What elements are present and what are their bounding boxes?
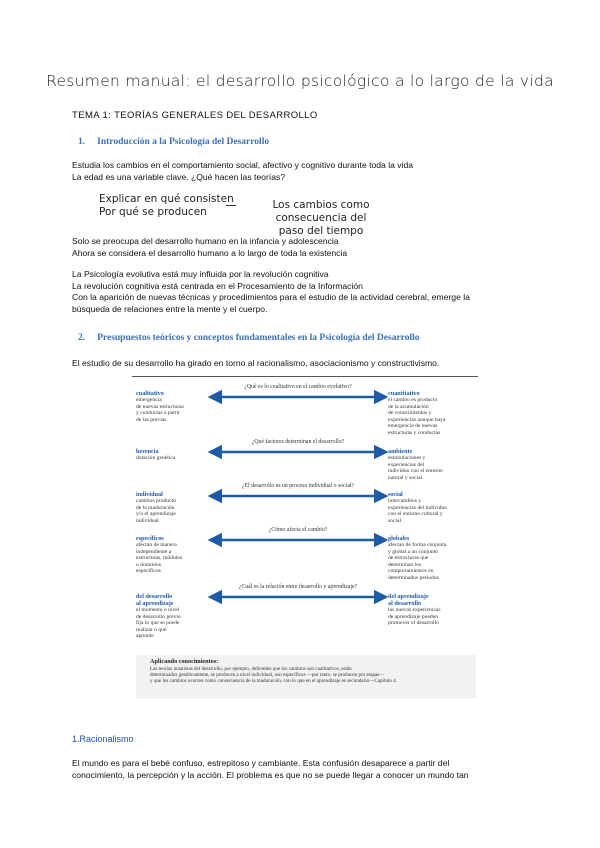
text-line: Solo se preocupa del desarrollo humano en la infancia y adolescencia xyxy=(72,236,339,246)
section-1-para-3 xyxy=(72,269,532,315)
row-2-left xyxy=(136,448,212,462)
section-2-number: 2. xyxy=(78,333,86,343)
section-1-intro xyxy=(72,160,413,183)
diagram-left xyxy=(99,193,234,219)
row-2-right xyxy=(388,448,480,481)
row-4-right-head: globales xyxy=(388,535,410,542)
row-2-right-text: estimulaciones y experiencias del individuo con el entorno natural y social xyxy=(388,455,443,481)
row-3-left-text: cambios producto de la maduración y/o el aprendizaje individual xyxy=(136,498,176,524)
diagram-right-1: Los cambios como consecuencia del xyxy=(272,199,370,224)
row-3-left xyxy=(136,491,212,524)
diagram-dash xyxy=(226,205,236,206)
diagram-left-2: Por qué se producen xyxy=(99,206,207,218)
section-2-heading xyxy=(78,333,420,343)
row-3-right xyxy=(388,491,480,524)
text-line: La Psicología evolutiva está muy influida por la revolución cognitiva xyxy=(72,269,329,279)
diagram-right-2: paso del tiempo xyxy=(278,225,364,237)
text-line: búsqueda de relaciones entre la mente y el cuerpo. xyxy=(72,303,268,314)
row-5-left-head: del desarrollo al aprendizaje xyxy=(136,593,174,607)
row-5-right-text: las nuevas experiencias de aprendizaje pueden promover el desarrollo xyxy=(388,607,441,627)
question-5: ¿Cuál es la relación entre desarrollo y aprendizaje? xyxy=(238,584,358,590)
text-line: Ahora se considera el desarrollo humano a lo largo de toda la existencia xyxy=(72,247,348,258)
row-4-left xyxy=(136,535,212,575)
diagram-right xyxy=(236,199,406,238)
section-1-para-2 xyxy=(72,236,347,259)
section-1-number: 1. xyxy=(78,137,86,147)
section-2-line: El estudio de su desarrollo ha girado en torno al racionalismo, asociacionismo y constructivismo. xyxy=(72,358,440,368)
section-2-title: Presupuestos teóricos y conceptos fundamentales en la Psicología del Desarrollo xyxy=(97,333,420,343)
row-2-left-head: herencia xyxy=(136,448,159,455)
text-line: Con la aparición de nuevas técnicas y procedimientos para el estudio de la actividad cerebral, emerge la xyxy=(72,292,470,302)
applying-knowledge-text: Las teorías innatistas del desarrollo, por ejemplo, defienden que los cambios son cualitativos, están determinados genéticamente, se producen a nivel individual, son específicos —por tanto, se producen por etapas— y que los cambios ocurren como consecuencia de la maduración, con lo que en el aprendizaje es secundario—Capítulo 4. xyxy=(150,666,397,685)
racionalismo-text xyxy=(72,758,542,781)
row-2-right-head: ambiente xyxy=(388,448,413,455)
row-5-right xyxy=(388,593,480,627)
row-3-left-head: individual xyxy=(136,491,163,498)
document-title: Resumen manual: el desarrollo psicológico a lo largo de la vida xyxy=(46,72,554,90)
row-1-right-text: el cambio es producto de la acumulación de conocimientos y experiencias aunque haya emergencia de nuevas estructuras y conductas xyxy=(388,397,446,436)
row-3-right-text: intercambios y experiencias del individuo con el entorno cultural y social xyxy=(388,498,448,524)
row-1-left-text: emergencia de nuevas estructuras y conductas a partir de las previas xyxy=(136,397,184,423)
row-4-right xyxy=(388,535,480,582)
row-5-left-text: el momento o nivel de desarrollo previo fija lo que se puede realizar o que aprende xyxy=(136,607,181,640)
text-line: conocimiento, la percepción y la acción. El problema es que no se puede llegar a conocer un mundo tan xyxy=(72,769,469,780)
row-1-right-head: cuantitativo xyxy=(388,390,420,397)
applying-knowledge-title: Aplicando conocimientos: xyxy=(150,658,219,665)
row-4-left-head: específicos xyxy=(136,535,164,542)
row-4-right-text: afectan de forma conjunta y global a un conjunto de estructuras que determinan los comportamientos en determinados periodos xyxy=(388,542,447,581)
applying-knowledge-box xyxy=(136,655,476,699)
section-1-heading xyxy=(78,137,269,147)
row-1-right xyxy=(388,390,480,437)
text-line: La revolución cognitiva está centrada en el Procesamiento de la Información xyxy=(72,280,363,291)
question-4: ¿Cómo afecta el cambio? xyxy=(268,527,328,533)
text-line: Estudia los cambios en el comportamiento social, afectivo y cognitivo durante toda la vida xyxy=(72,160,414,170)
subsection-racionalismo: 1.Racionalismo xyxy=(72,734,134,744)
development-figure xyxy=(130,372,480,702)
question-3: ¿El desarrollo es un proceso individual o social? xyxy=(241,483,355,489)
row-1-left-head: cualitativo xyxy=(136,390,164,397)
question-2: ¿Qué factores determinan el desarrollo? xyxy=(251,439,345,445)
text-line: El mundo es para el bebé confuso, estrepitoso y cambiante. Esta confusión desaparece a partir del xyxy=(72,758,450,768)
row-1-left xyxy=(136,390,212,423)
tema-heading: TEMA 1: TEORÍAS GENERALES DEL DESARROLLO xyxy=(72,110,318,121)
question-1: ¿Qué es lo cualitativo en el cambio evolutivo? xyxy=(244,384,352,390)
row-5-right-head: del aprendizaje al desarrollo xyxy=(388,593,429,607)
row-5-left xyxy=(136,593,212,640)
row-4-left-text: afectan de manera independiente a estructuras, módulos o dominios específicos xyxy=(136,542,183,575)
row-2-left-text: dotación genética xyxy=(136,455,176,461)
row-3-right-head: social xyxy=(388,491,403,498)
diagram-left-1: Explicar en qué consisten xyxy=(99,193,234,205)
section-1-title: Introducción a la Psicología del Desarrollo xyxy=(97,137,270,147)
text-line: La edad es una variable clave. ¿Qué hacen las teorías? xyxy=(72,171,286,182)
